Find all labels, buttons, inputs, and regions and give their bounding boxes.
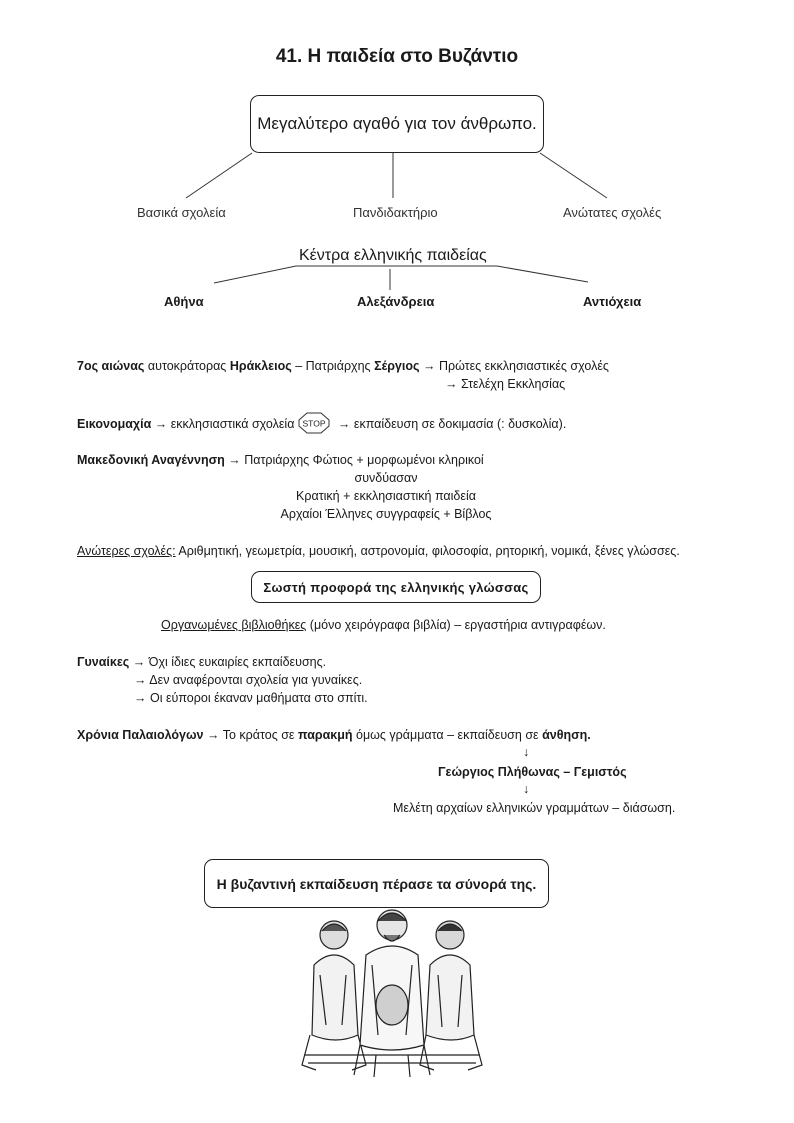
iconoclasm-label: Εικονομαχία: [77, 416, 152, 431]
decline-word: παρακμή: [297, 728, 353, 742]
text: όμως γράμματα – εκπαίδευση σε: [352, 728, 543, 742]
branch-basic-schools: Βασικά σχολεία: [137, 205, 226, 220]
bottom-conclusion-text: Η βυζαντινή εκπαίδευση πέρασε τα σύνορά της.: [216, 875, 537, 892]
first-church-schools: Πρώτες εκκλησιαστικές σχολές: [438, 359, 609, 373]
stop-sign-icon: [298, 412, 330, 437]
plethon-text: Γεώργιος Πλήθωνας – Γεμιστός: [438, 765, 627, 779]
macedonian-line: [77, 453, 484, 467]
libraries-label: Οργανωμένες βιβλιοθήκες: [161, 618, 307, 632]
higher-schools-line: [77, 544, 680, 558]
higher-schools-label: Ανώτερες σχολές:: [77, 544, 176, 558]
patriarch-name: Σέργιος: [374, 359, 420, 373]
state-church-education: Κρατική + εκκλησιαστική παιδεία: [296, 489, 476, 503]
stop-sign-text: STOP: [302, 418, 326, 429]
down-arrow-2: ↓: [523, 782, 530, 796]
emperor-name: Ηράκλειος: [229, 359, 292, 373]
down-arrow-1: ↓: [523, 745, 530, 759]
city-athens: Αθήνα: [164, 294, 204, 309]
bloom-word: άνθηση.: [542, 728, 591, 742]
women-line: [77, 655, 326, 669]
women-line-3: → Οι εύποροι έκαναν μαθήματα στο σπίτι.: [134, 691, 368, 705]
macedonian-label: Μακεδονική Αναγέννηση: [77, 453, 225, 467]
city-alexandria: Αλεξάνδρεια: [357, 294, 435, 309]
centers-title: Κέντρα ελληνικής παιδείας: [299, 247, 487, 264]
page-title: 41. Η παιδεία στο Βυζάντιο: [275, 46, 519, 67]
text: → Το κράτος σε: [203, 728, 298, 742]
branch-pandidaktirio: Πανδιδακτήριο: [353, 205, 438, 220]
byzantine-scholars-illustration: [296, 905, 488, 1080]
branch-higher-schools: Ανώτατες σχολές: [563, 205, 662, 220]
text: αυτοκράτορας: [144, 359, 230, 373]
seventh-century-label: 7ος αιώνας: [77, 359, 145, 373]
bottom-conclusion-box: [204, 859, 549, 908]
church-officials-line: → Στελέχη Εκκλησίας: [445, 377, 566, 391]
text: – Πατριάρχης: [291, 359, 375, 373]
city-antioch: Αντιόχεια: [583, 294, 642, 309]
plethon-name: [438, 765, 627, 779]
text: Αριθμητική, γεωμετρία, μουσική, αστρονομία, φιλοσοφία, ρητορική, νομικά, ξένες γλώσσες.: [175, 544, 680, 558]
study-ancient-line: Μελέτη αρχαίων ελληνικών γραμμάτων – διάσωση.: [393, 801, 676, 815]
libraries-line: [161, 618, 606, 632]
text: → Όχι ίδιες ευκαιρίες εκπαίδευσης.: [129, 655, 327, 669]
palaiologan-label: Χρόνια Παλαιολόγων: [77, 728, 204, 742]
ancient-writers-bible: Αρχαίοι Έλληνες συγγραφείς + Βίβλος: [280, 507, 492, 521]
seventh-century-line: [77, 359, 609, 373]
text: (μόνο χειρόγραφα βιβλία) – εργαστήρια αντιγραφέων.: [306, 618, 606, 632]
palaiologan-line: [77, 728, 591, 742]
top-concept-box: [250, 95, 544, 153]
pronunciation-text: Σωστή προφορά της ελληνικής γλώσσας: [263, 579, 529, 595]
arrow: →: [419, 359, 439, 373]
text: → εκκλησιαστικά σχολεία: [151, 416, 295, 431]
pronunciation-box: [251, 571, 541, 603]
iconoclasm-line: [77, 412, 566, 437]
text: → Πατριάρχης Φώτιος + μορφωμένοι κληρικοί: [224, 453, 484, 467]
text: → εκπαίδευση σε δοκιμασία (: δυσκολία).: [334, 416, 567, 431]
combined-line: συνδύασαν: [354, 471, 418, 485]
women-label: Γυναίκες: [77, 655, 130, 669]
top-concept-text: Μεγαλύτερο αγαθό για τον άνθρωπο.: [257, 114, 537, 133]
women-line-2: → Δεν αναφέρονται σχολεία για γυναίκες.: [134, 673, 363, 687]
